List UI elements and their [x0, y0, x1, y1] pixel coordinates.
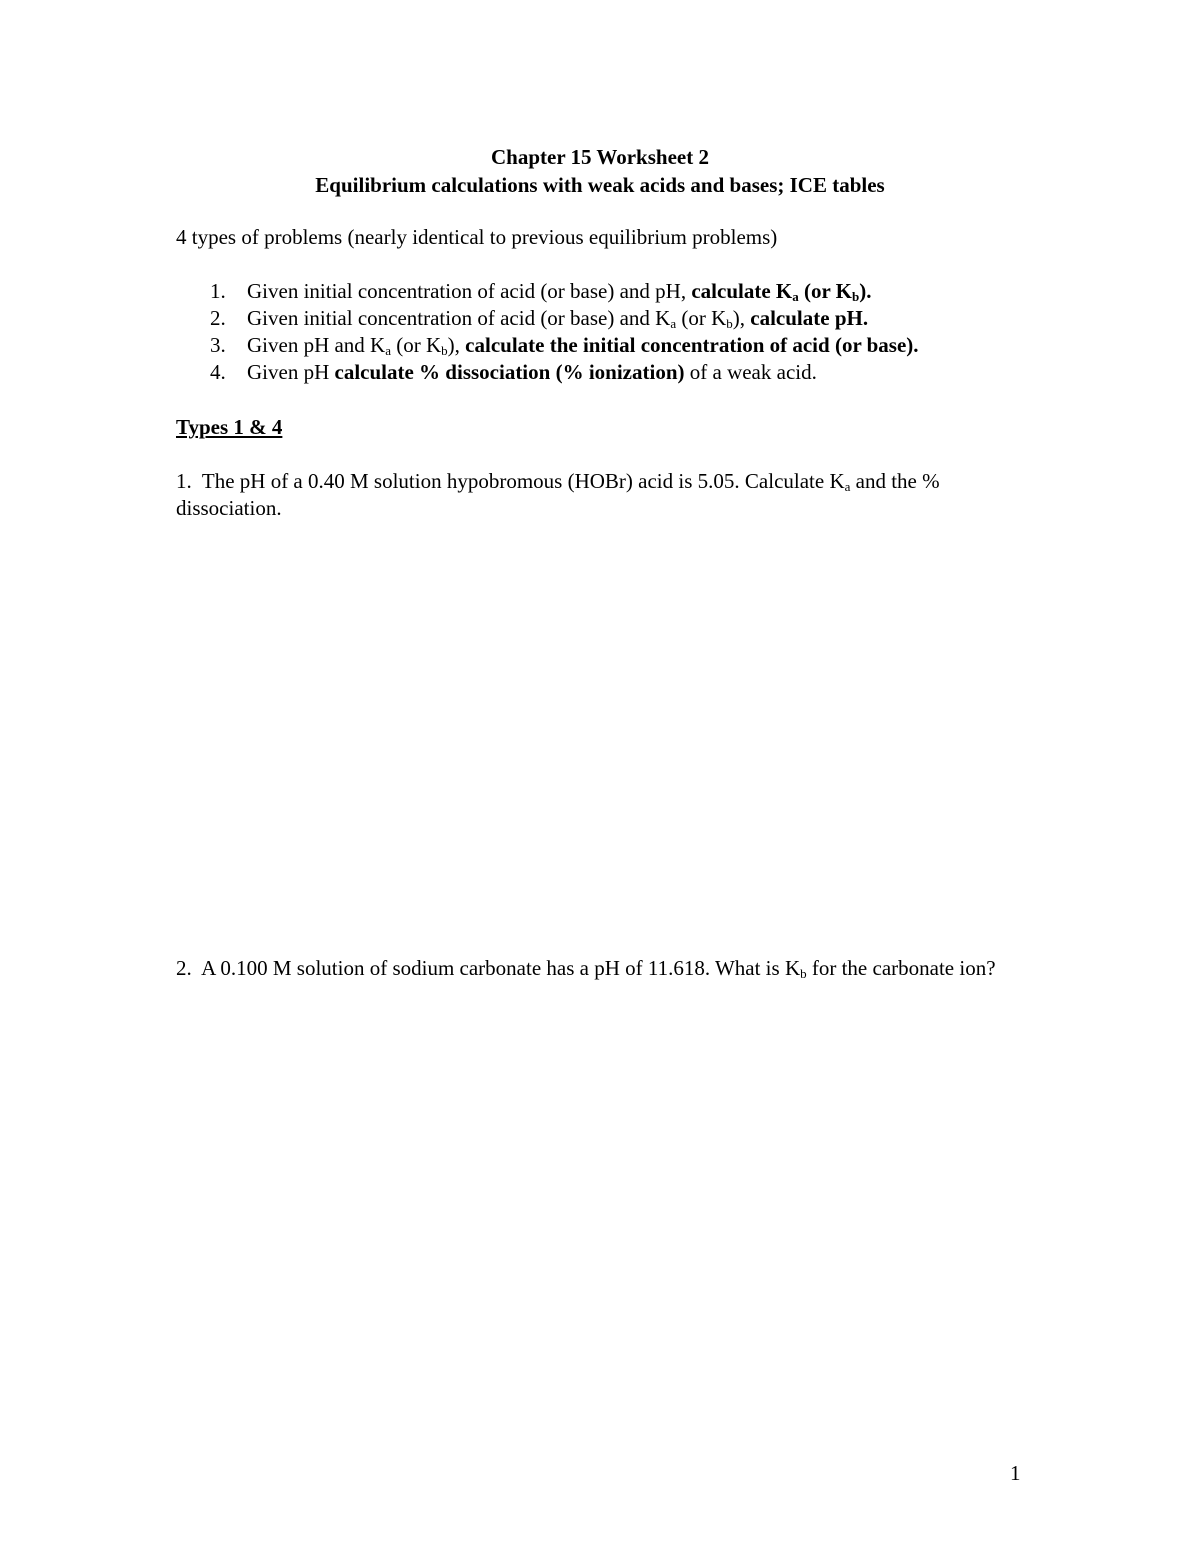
page-title: Chapter 15 Worksheet 2 — [491, 145, 709, 169]
question-1: 1. The pH of a 0.40 M solution hypobromous (HOBr) acid is 5.05. Calculate $K_a$ and the % dissociation. — [176, 469, 940, 520]
question-2: 2. A 0.100 M solution of sodium carbonate has a pH of 11.618. What is $K_b$ for the carbonate ion? — [176, 956, 996, 981]
list-item-text: Given pH calculate % dissociation (% ionization) of a weak acid. — [247, 360, 817, 384]
title-block — [0, 143, 1200, 199]
list-number: 4. — [210, 360, 226, 384]
list-item-text: Given initial concentration of acid (or base) and pH, calculate $K_a$ (or $K_b$). — [247, 279, 872, 304]
section-heading: Types 1 & 4 — [176, 415, 283, 439]
page-number: 1 — [1010, 1461, 1021, 1485]
list-number: 1. — [210, 279, 226, 303]
intro-text: 4 types of problems (nearly identical to previous equilibrium problems) — [176, 225, 778, 249]
list-item-text: Given initial concentration of acid (or base) and $K_a$ (or $K_b$), calculate pH. — [247, 306, 869, 331]
list-number: 2. — [210, 306, 226, 330]
list-item-text: Given pH and $K_a$ (or $K_b$), calculate the initial concentration of acid (or base). — [247, 333, 919, 358]
list-number: 3. — [210, 333, 226, 357]
page-subtitle: Equilibrium calculations with weak acids and bases; ICE tables — [315, 173, 885, 197]
